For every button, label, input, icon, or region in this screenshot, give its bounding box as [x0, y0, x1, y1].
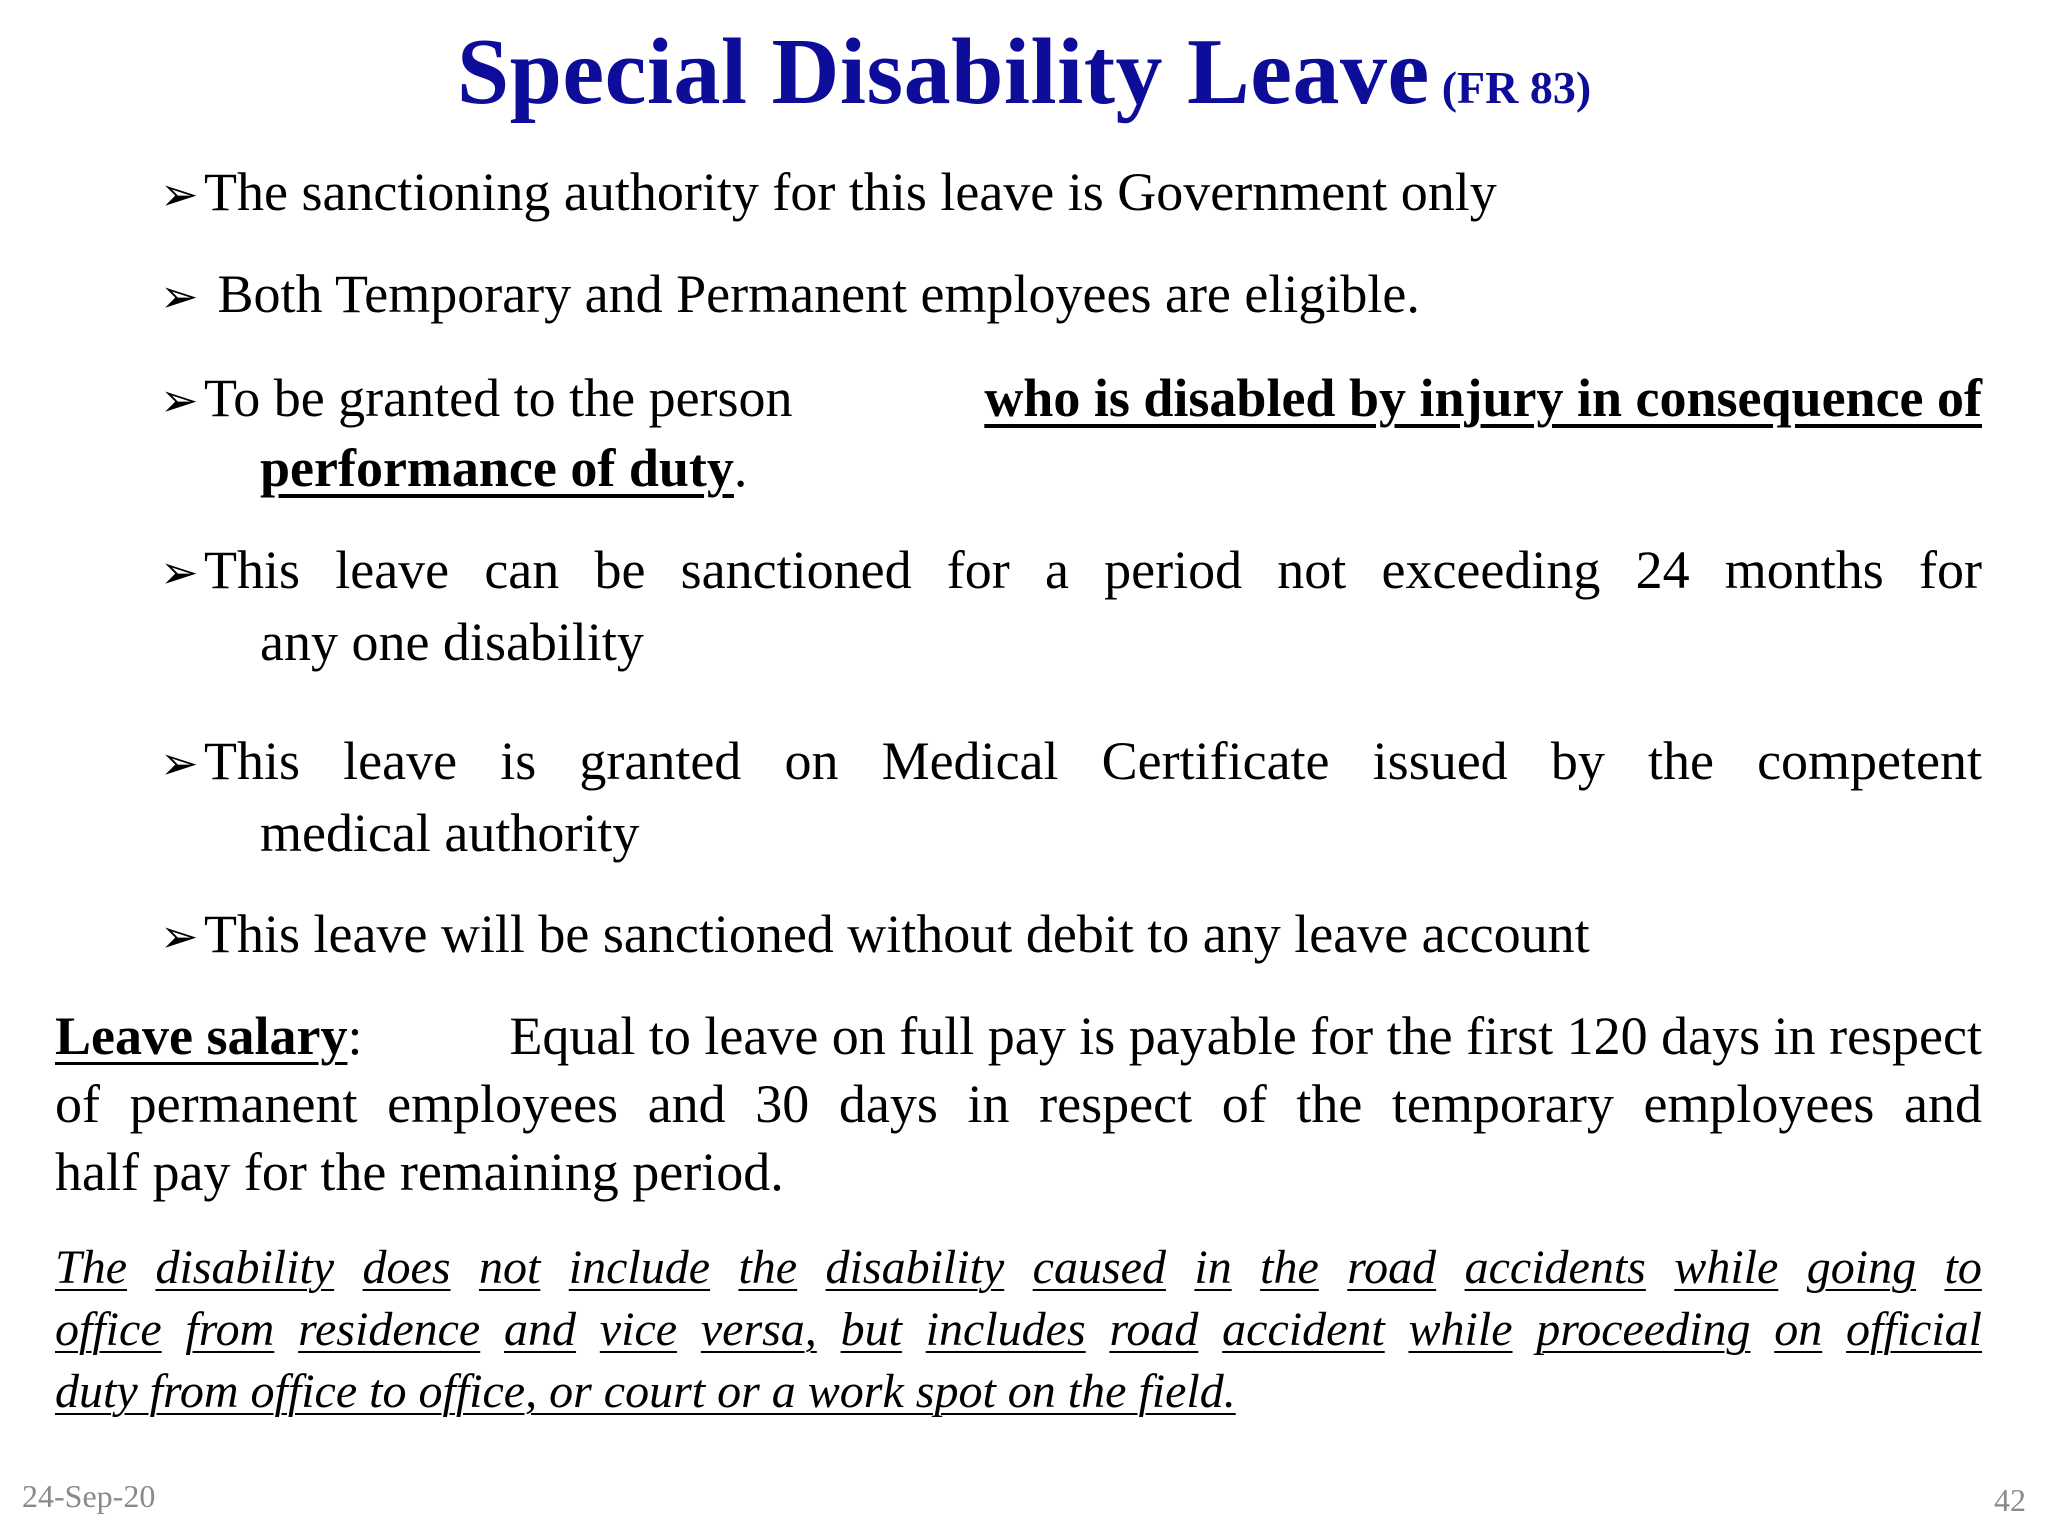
word: ➢ This	[160, 726, 300, 798]
word: on	[784, 731, 839, 791]
word: 30	[755, 1074, 810, 1134]
word: competent	[1757, 731, 1982, 791]
title-sub: (FR 83)	[1441, 62, 1592, 113]
word: Medical	[881, 731, 1059, 791]
word: the	[1296, 1074, 1363, 1134]
word: accidents	[1464, 1241, 1646, 1294]
word: road	[1109, 1303, 1199, 1356]
word: The	[55, 1241, 127, 1294]
word: and	[647, 1074, 726, 1134]
bullet-line	[160, 363, 1982, 435]
word: accident	[1222, 1303, 1385, 1356]
word: days	[838, 1074, 938, 1134]
word: include	[568, 1241, 711, 1294]
bullet-text: The sanctioning authority for this leave is Government only	[204, 162, 1497, 222]
bullet-text: Both Temporary and Permanent employees are eligible.	[217, 264, 1420, 324]
word: but	[840, 1303, 902, 1356]
bullet-medical-certificate	[160, 726, 1982, 868]
arrow-bullet-icon: ➢	[160, 269, 199, 323]
word: residence	[298, 1303, 481, 1356]
bullet-continuation: medical authority	[260, 803, 640, 863]
word: for	[1919, 540, 1982, 600]
word: vice	[599, 1303, 678, 1356]
word: months	[1724, 540, 1884, 600]
word: does	[362, 1241, 451, 1294]
word: sanctioned	[680, 540, 912, 600]
word: temporary	[1391, 1074, 1614, 1134]
word: going	[1806, 1241, 1917, 1294]
title-main: Special Disability Leave	[456, 20, 1430, 124]
bullet-text: This leave will be sanctioned without debit to any leave account	[204, 904, 1590, 964]
bullet-line	[160, 726, 1982, 798]
word: and	[1904, 1074, 1982, 1134]
word: the	[1647, 731, 1714, 791]
arrow-bullet-icon: ➢	[160, 167, 199, 221]
word: from	[185, 1303, 275, 1356]
word: in	[967, 1074, 1010, 1134]
paragraph-line	[55, 1070, 1982, 1138]
note-line	[55, 1237, 1982, 1299]
bullet-emphasis: who is disabled by injury in consequence of	[984, 368, 1982, 428]
word: is	[500, 731, 537, 791]
word: by	[1550, 731, 1605, 791]
word: employees	[1643, 1074, 1875, 1134]
word: 24	[1635, 540, 1690, 600]
word: on	[1774, 1303, 1823, 1356]
word: employees	[387, 1074, 619, 1134]
word: to	[1944, 1241, 1982, 1294]
bullet-sanctioning-authority	[160, 157, 1982, 229]
word: road	[1347, 1241, 1437, 1294]
disability-note	[55, 1237, 1982, 1423]
word: disability	[155, 1241, 335, 1294]
word: exceeding	[1381, 540, 1601, 600]
word: respect	[1039, 1074, 1193, 1134]
arrow-bullet-icon: ➢	[160, 373, 199, 427]
word: for	[946, 540, 1010, 600]
word: while	[1408, 1303, 1513, 1356]
word: of	[1221, 1074, 1267, 1134]
label-colon: :	[347, 1006, 363, 1066]
paragraph-line	[55, 1002, 1982, 1070]
word: includes	[925, 1303, 1086, 1356]
bullet-emphasis: performance of duty	[260, 438, 734, 498]
word: be	[594, 540, 646, 600]
word: in	[1194, 1241, 1232, 1294]
arrow-bullet-icon: ➢	[160, 736, 199, 790]
page-title	[0, 18, 2048, 126]
word: and	[504, 1303, 577, 1356]
bullet-text: .	[733, 438, 748, 498]
bullet-period	[160, 535, 1982, 677]
word: official	[1846, 1303, 1982, 1356]
word: ➢ This	[160, 535, 300, 607]
leave-salary-label: Leave salary	[55, 1006, 348, 1066]
word: caused	[1032, 1241, 1166, 1294]
bullet-granted-to	[160, 363, 1982, 503]
paragraph-line: half pay for the remaining period.	[55, 1142, 784, 1202]
word: a	[1044, 540, 1069, 600]
bullet-eligibility	[160, 259, 1982, 331]
note-line: duty from office to office, or court or a work spot on the field.	[55, 1365, 1236, 1418]
word: while	[1674, 1241, 1779, 1294]
leave-salary-paragraph	[55, 1002, 1982, 1206]
word: leave	[335, 540, 450, 600]
word: of	[55, 1074, 100, 1134]
bullet-line	[160, 535, 1982, 607]
word: office	[55, 1303, 162, 1356]
bullet-text: To be granted to the person	[204, 368, 793, 428]
word: proceeding	[1536, 1303, 1751, 1356]
word: versa,	[700, 1303, 817, 1356]
arrow-bullet-icon: ➢	[160, 545, 199, 599]
word: the	[1260, 1241, 1319, 1294]
word: can	[484, 540, 560, 600]
bullet-no-debit	[160, 899, 1982, 971]
arrow-bullet-icon: ➢	[160, 909, 199, 963]
note-line	[55, 1299, 1982, 1361]
bullet-continuation: any one disability	[260, 612, 644, 672]
word: not	[1277, 540, 1347, 600]
footer-date: 24-Sep-20	[22, 1478, 156, 1514]
bullet-continuation	[160, 433, 1982, 503]
word: period	[1104, 540, 1243, 600]
page-number: 42	[1994, 1482, 2026, 1518]
word: granted	[579, 731, 742, 791]
word: the	[738, 1241, 798, 1294]
word: leave	[343, 731, 458, 791]
word: permanent	[129, 1074, 358, 1134]
word: not	[478, 1241, 541, 1294]
word: issued	[1372, 731, 1508, 791]
paragraph-text: Equal to leave on full pay is payable for the first 120 days in respect	[509, 1006, 1982, 1066]
word: disability	[825, 1241, 1005, 1294]
word: Certificate	[1101, 731, 1330, 791]
